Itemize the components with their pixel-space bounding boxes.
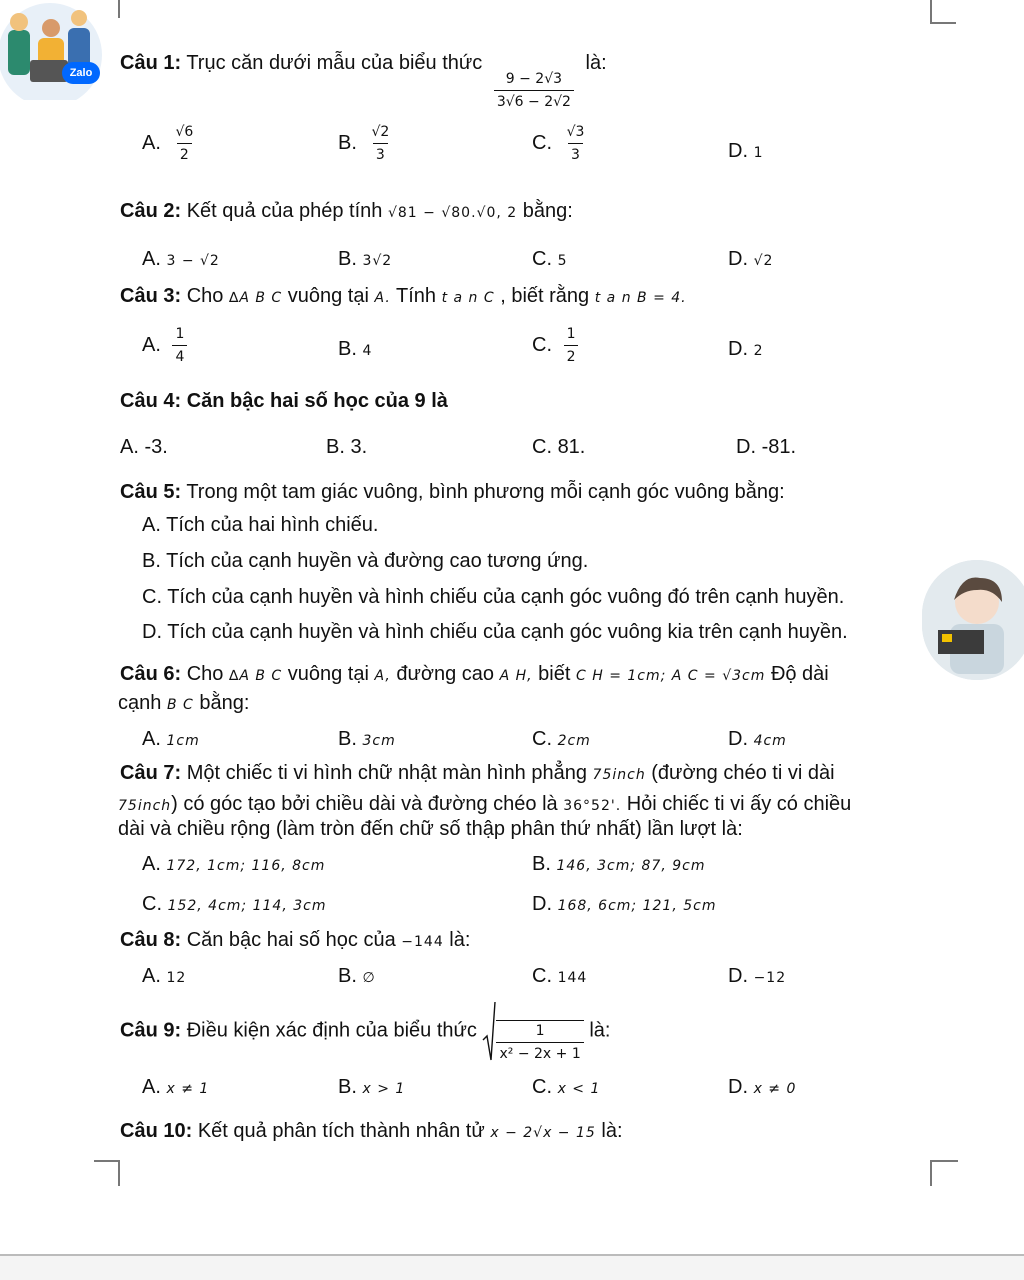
option-value: 3. bbox=[350, 436, 368, 458]
q9-option-c[interactable] bbox=[532, 1076, 600, 1099]
fraction bbox=[496, 1020, 583, 1062]
q7-option-a[interactable] bbox=[142, 853, 325, 876]
q8-option-b[interactable] bbox=[338, 965, 376, 988]
floating-chat-avatar[interactable] bbox=[922, 560, 1024, 680]
option-letter: B. bbox=[338, 132, 357, 154]
question-label: Câu 2: bbox=[120, 200, 182, 222]
option-value: Tích của cạnh huyền và hình chiếu của cạnh góc vuông đó trên cạnh huyền. bbox=[167, 586, 845, 608]
option-letter: C. bbox=[142, 893, 162, 915]
zalo-badge: Zalo bbox=[62, 62, 100, 84]
q5-option-d[interactable] bbox=[142, 621, 848, 644]
option-letter: D. bbox=[532, 893, 552, 915]
option-letter: A. bbox=[142, 853, 161, 875]
fraction-denominator: 2 bbox=[564, 345, 579, 365]
fraction-numerator: √2 bbox=[371, 124, 390, 140]
question-label: Câu 7: bbox=[120, 762, 182, 784]
fraction-numerator: √6 bbox=[175, 124, 194, 140]
corner-mark-top-right bbox=[930, 0, 956, 24]
q9-option-d[interactable] bbox=[728, 1076, 796, 1099]
question-text: (đường chéo ti vi dài bbox=[651, 762, 835, 784]
question-text: vuông tại bbox=[287, 285, 369, 307]
q4-option-c[interactable] bbox=[532, 436, 585, 459]
fraction-denominator: 3 bbox=[373, 143, 388, 163]
question-text: bằng: bbox=[199, 692, 250, 714]
question-10 bbox=[120, 1120, 623, 1143]
q7-option-d[interactable] bbox=[532, 893, 716, 916]
option-letter: A. bbox=[142, 965, 161, 987]
fraction bbox=[172, 326, 187, 365]
option-letter: C. bbox=[532, 334, 552, 356]
question-tail: là: bbox=[585, 52, 607, 74]
math-segment: A H, bbox=[499, 668, 533, 684]
question-tail: bằng: bbox=[522, 200, 573, 222]
q9-option-a[interactable] bbox=[142, 1076, 209, 1099]
question-2 bbox=[120, 200, 573, 223]
option-value: 168, 6cm; 121, 5cm bbox=[557, 898, 717, 914]
option-letter: A. bbox=[142, 334, 161, 356]
question-text: ) có góc tạo bởi chiều dài và đường chéo là bbox=[171, 793, 558, 815]
math-angle: 36°52'. bbox=[563, 798, 622, 814]
question-tail: là: bbox=[601, 1120, 623, 1142]
q6-option-b[interactable] bbox=[338, 728, 396, 751]
question-8 bbox=[120, 929, 470, 952]
question-text: Kết quả của phép tính bbox=[186, 200, 383, 222]
option-value: -81. bbox=[761, 436, 797, 458]
math-expression: C H = 1cm; A C = √3cm bbox=[575, 668, 766, 684]
math-expression: −144 bbox=[401, 934, 444, 950]
math-point: A. bbox=[374, 290, 391, 306]
math-segment: B C bbox=[166, 697, 194, 713]
option-letter: C. bbox=[142, 586, 162, 608]
q3-option-c[interactable] bbox=[532, 326, 584, 365]
question-label: Câu 1: bbox=[120, 52, 182, 74]
option-value: 146, 3cm; 87, 9cm bbox=[556, 858, 706, 874]
question-label: Câu 5: bbox=[120, 481, 182, 503]
q7-option-b[interactable] bbox=[532, 853, 705, 876]
option-value: 1 bbox=[753, 145, 764, 161]
fraction-denominator: 3 bbox=[568, 143, 583, 163]
option-value: 2cm bbox=[557, 733, 591, 749]
option-value: 144 bbox=[557, 970, 588, 986]
square-root bbox=[482, 1000, 583, 1062]
question-tail: là: bbox=[449, 929, 471, 951]
fraction bbox=[172, 124, 196, 163]
option-value: 1cm bbox=[166, 733, 200, 749]
option-value: x ≠ 1 bbox=[166, 1081, 210, 1097]
question-label: Câu 8: bbox=[120, 929, 182, 951]
question-text: Một chiếc ti vi hình chữ nhật màn hình phẳng bbox=[186, 762, 587, 784]
question-9 bbox=[120, 1000, 610, 1062]
fraction bbox=[564, 326, 579, 365]
option-letter: C. bbox=[532, 728, 552, 750]
math-triangle: ∆A B C bbox=[228, 668, 283, 684]
option-letter: D. bbox=[728, 248, 748, 270]
option-value: 2 bbox=[753, 343, 764, 359]
option-letter: C. bbox=[532, 248, 552, 270]
q4-option-d[interactable] bbox=[736, 436, 796, 459]
fraction bbox=[494, 71, 574, 110]
option-letter: A. bbox=[142, 132, 161, 154]
option-letter: A. bbox=[142, 1076, 161, 1098]
question-label: Câu 10: bbox=[120, 1120, 193, 1142]
option-letter: C. bbox=[532, 1076, 552, 1098]
option-letter: B. bbox=[338, 338, 357, 360]
fraction bbox=[564, 124, 588, 163]
q2-option-b[interactable] bbox=[338, 248, 392, 271]
option-letter: D. bbox=[728, 965, 748, 987]
math-expression: √81 − √80.√0, 2 bbox=[387, 205, 518, 221]
question-3 bbox=[120, 285, 687, 308]
option-value: 5 bbox=[557, 253, 568, 269]
option-value: Tích của cạnh huyền và đường cao tương ứng. bbox=[166, 550, 589, 572]
option-letter: D. bbox=[142, 621, 162, 643]
q9-option-b[interactable] bbox=[338, 1076, 405, 1099]
option-value: -3. bbox=[144, 436, 168, 458]
math-expression: t a n B = 4. bbox=[594, 290, 687, 306]
fraction-denominator: 4 bbox=[172, 345, 187, 365]
option-value: x > 1 bbox=[362, 1081, 406, 1097]
question-text: Cho bbox=[186, 663, 224, 685]
fraction-denominator: 3√6 − 2√2 bbox=[494, 90, 574, 110]
question-6 bbox=[120, 663, 829, 686]
option-letter: D. bbox=[728, 338, 748, 360]
option-value: 12 bbox=[166, 970, 187, 986]
q1-option-a[interactable] bbox=[142, 124, 202, 163]
question-4 bbox=[120, 390, 448, 413]
option-letter: B. bbox=[338, 965, 357, 987]
fraction-numerator: 9 − 2√3 bbox=[505, 71, 563, 87]
q8-option-d[interactable] bbox=[728, 965, 786, 988]
question-text: dài và chiều rộng (làm tròn đến chữ số thập phân thứ nhất) lần lượt là: bbox=[118, 818, 743, 840]
option-value: 3 − √2 bbox=[166, 253, 220, 269]
option-value: 3√2 bbox=[362, 253, 393, 269]
q5-option-a[interactable] bbox=[142, 514, 378, 537]
q2-option-a[interactable] bbox=[142, 248, 220, 271]
question-text: Căn bậc hai số học của bbox=[186, 929, 396, 951]
question-1 bbox=[120, 52, 607, 110]
question-7-line-3 bbox=[118, 818, 743, 841]
option-letter: C. bbox=[532, 436, 552, 458]
q4-option-a[interactable] bbox=[120, 436, 168, 459]
question-text: Tính bbox=[395, 285, 437, 307]
option-letter: A. bbox=[120, 436, 139, 458]
option-value: Tích của hai hình chiếu. bbox=[166, 514, 379, 536]
question-text: Cho bbox=[186, 285, 224, 307]
option-letter: B. bbox=[532, 853, 551, 875]
option-value: 152, 4cm; 114, 3cm bbox=[167, 898, 327, 914]
option-letter: D. bbox=[728, 140, 748, 162]
question-text: cạnh bbox=[118, 692, 162, 714]
option-letter: B. bbox=[338, 728, 357, 750]
option-letter: A. bbox=[142, 248, 161, 270]
option-value: 172, 1cm; 116, 8cm bbox=[166, 858, 326, 874]
q1-option-d[interactable] bbox=[728, 140, 763, 163]
math-point: A, bbox=[374, 668, 391, 684]
option-letter: C. bbox=[532, 132, 552, 154]
option-letter: B. bbox=[338, 1076, 357, 1098]
option-value: 81. bbox=[557, 436, 586, 458]
question-text: đường cao bbox=[396, 663, 495, 685]
fraction bbox=[368, 124, 392, 163]
q1-option-b[interactable] bbox=[338, 124, 398, 163]
q4-option-b[interactable] bbox=[326, 436, 367, 459]
fraction-numerator: √3 bbox=[566, 124, 585, 140]
question-6-line-2 bbox=[118, 692, 249, 715]
question-text: vuông tại bbox=[287, 663, 369, 685]
question-text: Hỏi chiếc ti vi ấy có chiều bbox=[626, 793, 852, 815]
math-expression: t a n C bbox=[441, 290, 495, 306]
bottom-bar bbox=[0, 1256, 1024, 1280]
question-text: Trong một tam giác vuông, bình phương mỗi cạnh góc vuông bằng: bbox=[186, 481, 785, 503]
option-letter: B. bbox=[326, 436, 345, 458]
option-letter: A. bbox=[142, 514, 161, 536]
question-label: Câu 6: bbox=[120, 663, 182, 685]
question-text: biết bbox=[538, 663, 571, 685]
q5-option-c[interactable] bbox=[142, 586, 844, 609]
q6-option-d[interactable] bbox=[728, 728, 787, 751]
math-expression: x − 2√x − 15 bbox=[490, 1125, 596, 1141]
option-letter: A. bbox=[142, 728, 161, 750]
question-text: Căn bậc hai số học của 9 là bbox=[186, 390, 448, 412]
option-letter: D. bbox=[728, 728, 748, 750]
math-triangle: ∆A B C bbox=[228, 290, 283, 306]
math-expression: 75inch bbox=[118, 798, 172, 814]
option-value: √2 bbox=[753, 253, 774, 269]
fraction-numerator: 1 bbox=[535, 1023, 545, 1039]
radical-sign bbox=[482, 1000, 496, 1062]
option-value: −12 bbox=[753, 970, 787, 986]
q8-option-c[interactable] bbox=[532, 965, 587, 988]
question-text: Độ dài bbox=[770, 663, 829, 685]
avatar-image bbox=[922, 560, 1024, 680]
q5-option-b[interactable] bbox=[142, 550, 588, 573]
q6-option-c[interactable] bbox=[532, 728, 591, 751]
question-text: , biết rằng bbox=[500, 285, 590, 307]
q3-option-d[interactable] bbox=[728, 338, 763, 361]
option-value: x ≠ 0 bbox=[753, 1081, 797, 1097]
option-letter: C. bbox=[532, 965, 552, 987]
question-text: Kết quả phân tích thành nhân tử bbox=[197, 1120, 485, 1142]
option-letter: B. bbox=[142, 550, 161, 572]
fraction-denominator: 2 bbox=[177, 143, 192, 163]
corner-mark-top-left bbox=[100, 0, 120, 18]
option-value: 4 bbox=[362, 343, 373, 359]
option-value: Tích của cạnh huyền và hình chiếu của cạnh góc vuông kia trên cạnh huyền. bbox=[167, 621, 848, 643]
q2-option-c[interactable] bbox=[532, 248, 567, 271]
question-label: Câu 9: bbox=[120, 1019, 182, 1042]
fraction-denominator: x² − 2x + 1 bbox=[496, 1042, 583, 1062]
question-label: Câu 4: bbox=[120, 390, 182, 412]
q3-option-a[interactable] bbox=[142, 326, 193, 365]
illustration-people bbox=[0, 0, 110, 100]
q8-option-a[interactable] bbox=[142, 965, 186, 988]
q3-option-b[interactable] bbox=[338, 338, 372, 361]
question-7 bbox=[120, 762, 835, 785]
option-value: 4cm bbox=[753, 733, 787, 749]
option-letter: D. bbox=[728, 1076, 748, 1098]
q7-option-c[interactable] bbox=[142, 893, 326, 916]
corner-mark-bottom-right bbox=[930, 1160, 958, 1186]
option-letter: B. bbox=[338, 248, 357, 270]
question-text: Trục căn dưới mẫu của biểu thức bbox=[186, 52, 483, 74]
fraction-numerator: 1 bbox=[566, 326, 576, 342]
question-label: Câu 3: bbox=[120, 285, 182, 307]
math-expression: 75inch bbox=[592, 767, 646, 783]
option-value: ∅ bbox=[362, 970, 376, 986]
fraction-numerator: 1 bbox=[175, 326, 185, 342]
option-value: 3cm bbox=[362, 733, 396, 749]
corner-mark-bottom-left bbox=[94, 1160, 120, 1186]
q6-option-a[interactable] bbox=[142, 728, 200, 751]
q2-option-d[interactable] bbox=[728, 248, 773, 271]
option-letter: D. bbox=[736, 436, 756, 458]
q1-option-c[interactable] bbox=[532, 124, 593, 163]
question-tail: là: bbox=[589, 1019, 611, 1042]
question-text: Điều kiện xác định của biểu thức bbox=[186, 1019, 477, 1042]
question-5 bbox=[120, 481, 785, 504]
option-value: x < 1 bbox=[557, 1081, 601, 1097]
question-7-line-2 bbox=[118, 793, 851, 816]
